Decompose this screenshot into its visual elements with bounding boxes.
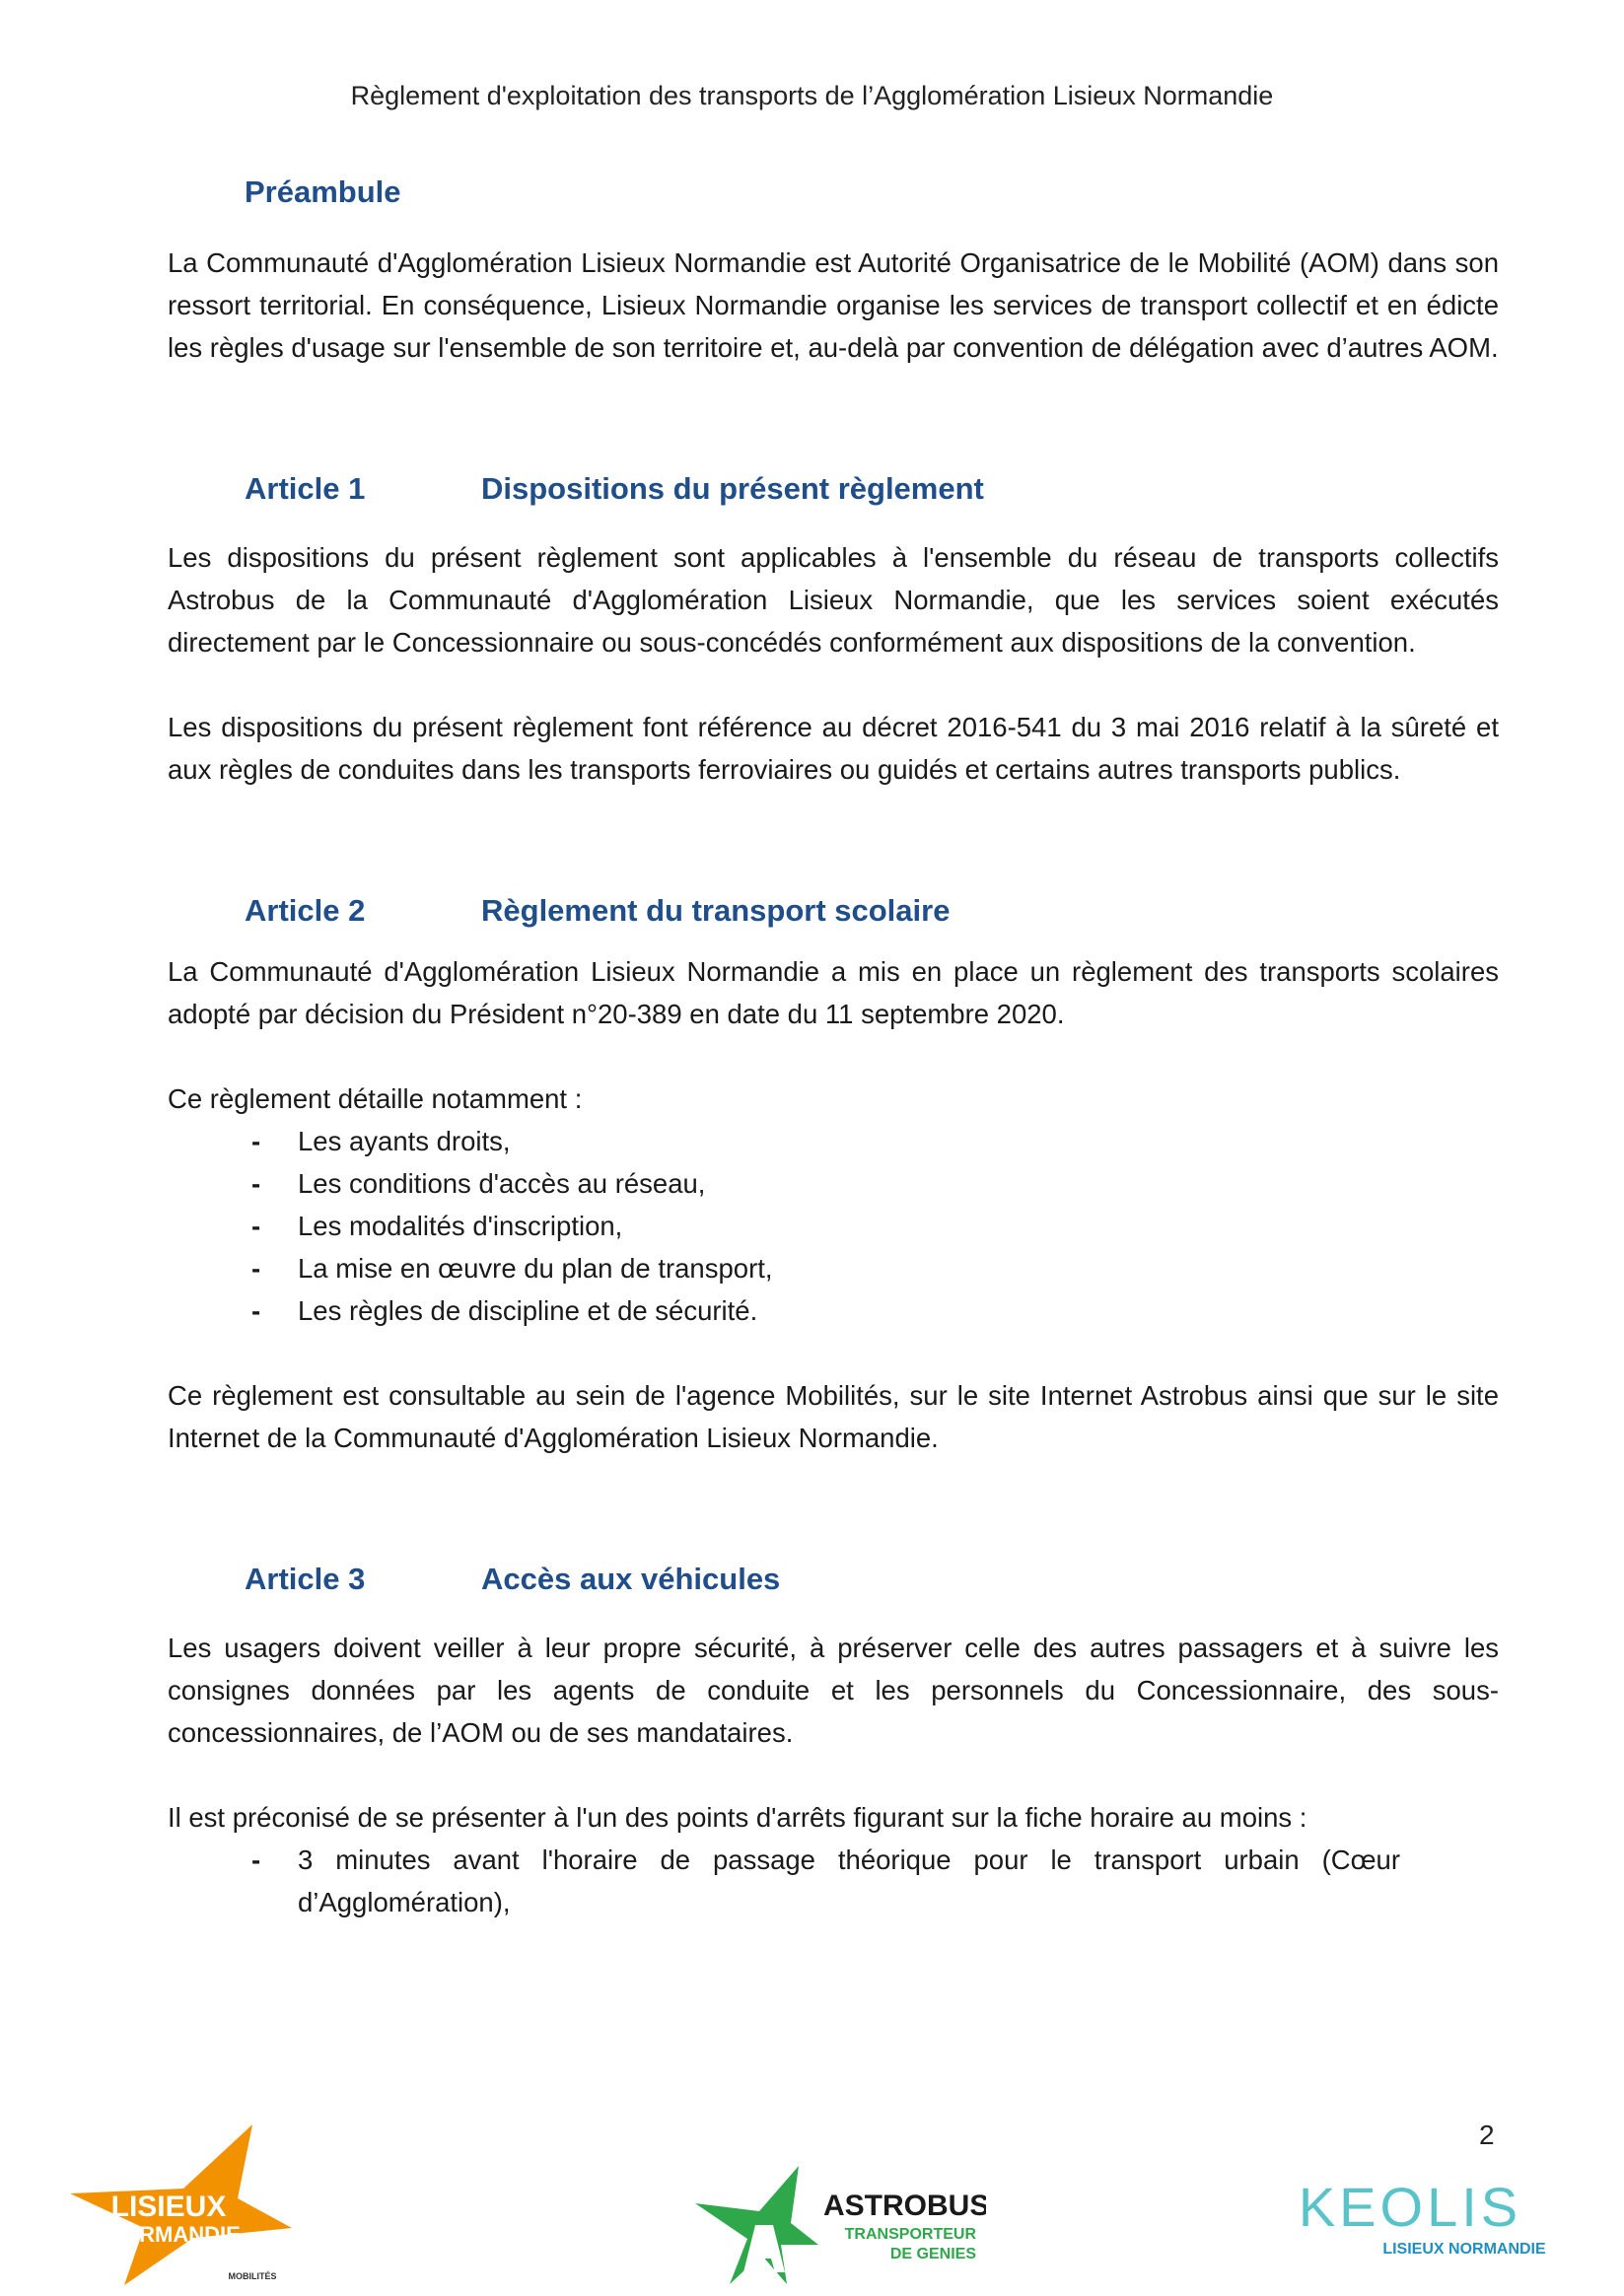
lisieux-logo-line2: NORMANDIE xyxy=(106,2222,241,2247)
article-2-number: Article 2 xyxy=(245,893,366,928)
list-item: - Les règles de discipline et de sécurité. xyxy=(168,1289,1499,1332)
article-2-closing: Ce règlement est consultable au sein de l'agence Mobilités, sur le site Internet Astrobus ainsi que sur le site Internet de la Communauté d'Agglomération Lisieux Normandie. xyxy=(168,1380,1499,1453)
astrobus-logo-sub1: TRANSPORTEUR xyxy=(844,2226,976,2243)
article-2-list xyxy=(168,1120,1499,1332)
article-1-title: Dispositions du présent règlement xyxy=(481,471,984,506)
list-item: - Les modalités d'inscription, xyxy=(168,1205,1499,1247)
article-2-heading xyxy=(245,893,1499,929)
article-2-intro: La Communauté d'Agglomération Lisieux Normandie a mis en place un règlement des transports scolaires adopté par décision du Président n°20-389 en date du 11 septembre 2020. xyxy=(168,956,1499,1029)
article-1-number: Article 1 xyxy=(245,471,366,506)
keolis-logo-sub: LISIEUX NORMANDIE xyxy=(1382,2241,1546,2258)
page-number: 2 xyxy=(1479,2120,1495,2150)
list-item: - La mise en œuvre du plan de transport, xyxy=(168,1247,1499,1289)
running-header: Règlement d'exploitation des transports de l’Agglomération Lisieux Normandie xyxy=(350,81,1274,110)
page-content xyxy=(168,168,1499,1923)
article-3-heading xyxy=(245,1562,1499,1597)
lisieux-star-icon xyxy=(65,2120,302,2287)
article-1-paragraph-2: Les dispositions du présent règlement font référence au décret 2016-541 du 3 mai 2016 relatif à la sûreté et aux règles de conduites dans les transports ferroviaires ou guidés et certains autres transports publics. xyxy=(168,712,1499,785)
article-1-paragraph-1: Les dispositions du présent règlement sont applicables à l'ensemble du réseau de transports collectifs Astrobus de la Communauté d'Agglomération Lisieux Normandie, que les services soient exécutés directement par le Concessionnaire ou sous-concédés conformément aux dispositions de la convention. xyxy=(168,542,1499,658)
lisieux-logo-tag: MOBILITÉS xyxy=(228,2271,277,2281)
keolis-logo xyxy=(1272,2177,1548,2265)
astrobus-a-icon xyxy=(690,2164,986,2287)
article-3-list xyxy=(168,1839,1499,1923)
astrobus-logo-sub2: DE GENIES xyxy=(889,2246,976,2262)
keolis-logo-name: KEOLIS xyxy=(1298,2177,1522,2238)
article-3-list-intro: Il est préconisé de se présenter à l'un des points d'arrêts figurant sur la fiche horaire au moins : xyxy=(168,1802,1307,1833)
article-1-heading xyxy=(245,471,1499,507)
list-item: - 3 minutes avant l'horaire de passage théorique pour le transport urbain (Cœur d’Agglomération), xyxy=(168,1839,1499,1923)
lisieux-normandie-logo xyxy=(65,2120,302,2287)
preamble-text: La Communauté d'Agglomération Lisieux Normandie est Autorité Organisatrice de le Mobilité (AOM) dans son ressort territorial. En conséquence, Lisieux Normandie organise les services de transport collectif et en édicte les règles d'usage sur l'ensemble de son territoire et, au-delà par convention de délégation avec d’autres AOM. xyxy=(168,247,1499,363)
list-item: - Les conditions d'accès au réseau, xyxy=(168,1162,1499,1205)
article-2-title: Règlement du transport scolaire xyxy=(481,893,951,928)
lisieux-logo-line1: LISIEUX xyxy=(110,2191,227,2223)
article-3-intro: Les usagers doivent veiller à leur propre sécurité, à préserver celle des autres passagers et à suivre les consignes données par les agents de conduite et les personnels du Concessionnaire, des sous-concessionnaires, de l’AOM ou de ses mandataires. xyxy=(168,1633,1499,1748)
keolis-wordmark-icon xyxy=(1272,2177,1548,2265)
article-2-list-intro: Ce règlement détaille notamment : xyxy=(168,1083,583,1114)
list-item: - Les ayants droits, xyxy=(168,1120,1499,1162)
astrobus-logo xyxy=(690,2164,986,2287)
article-3-title: Accès aux véhicules xyxy=(481,1562,781,1596)
astrobus-logo-name: ASTROBUS xyxy=(823,2190,986,2222)
article-3-number: Article 3 xyxy=(245,1562,366,1596)
preamble-title: Préambule xyxy=(245,174,401,209)
